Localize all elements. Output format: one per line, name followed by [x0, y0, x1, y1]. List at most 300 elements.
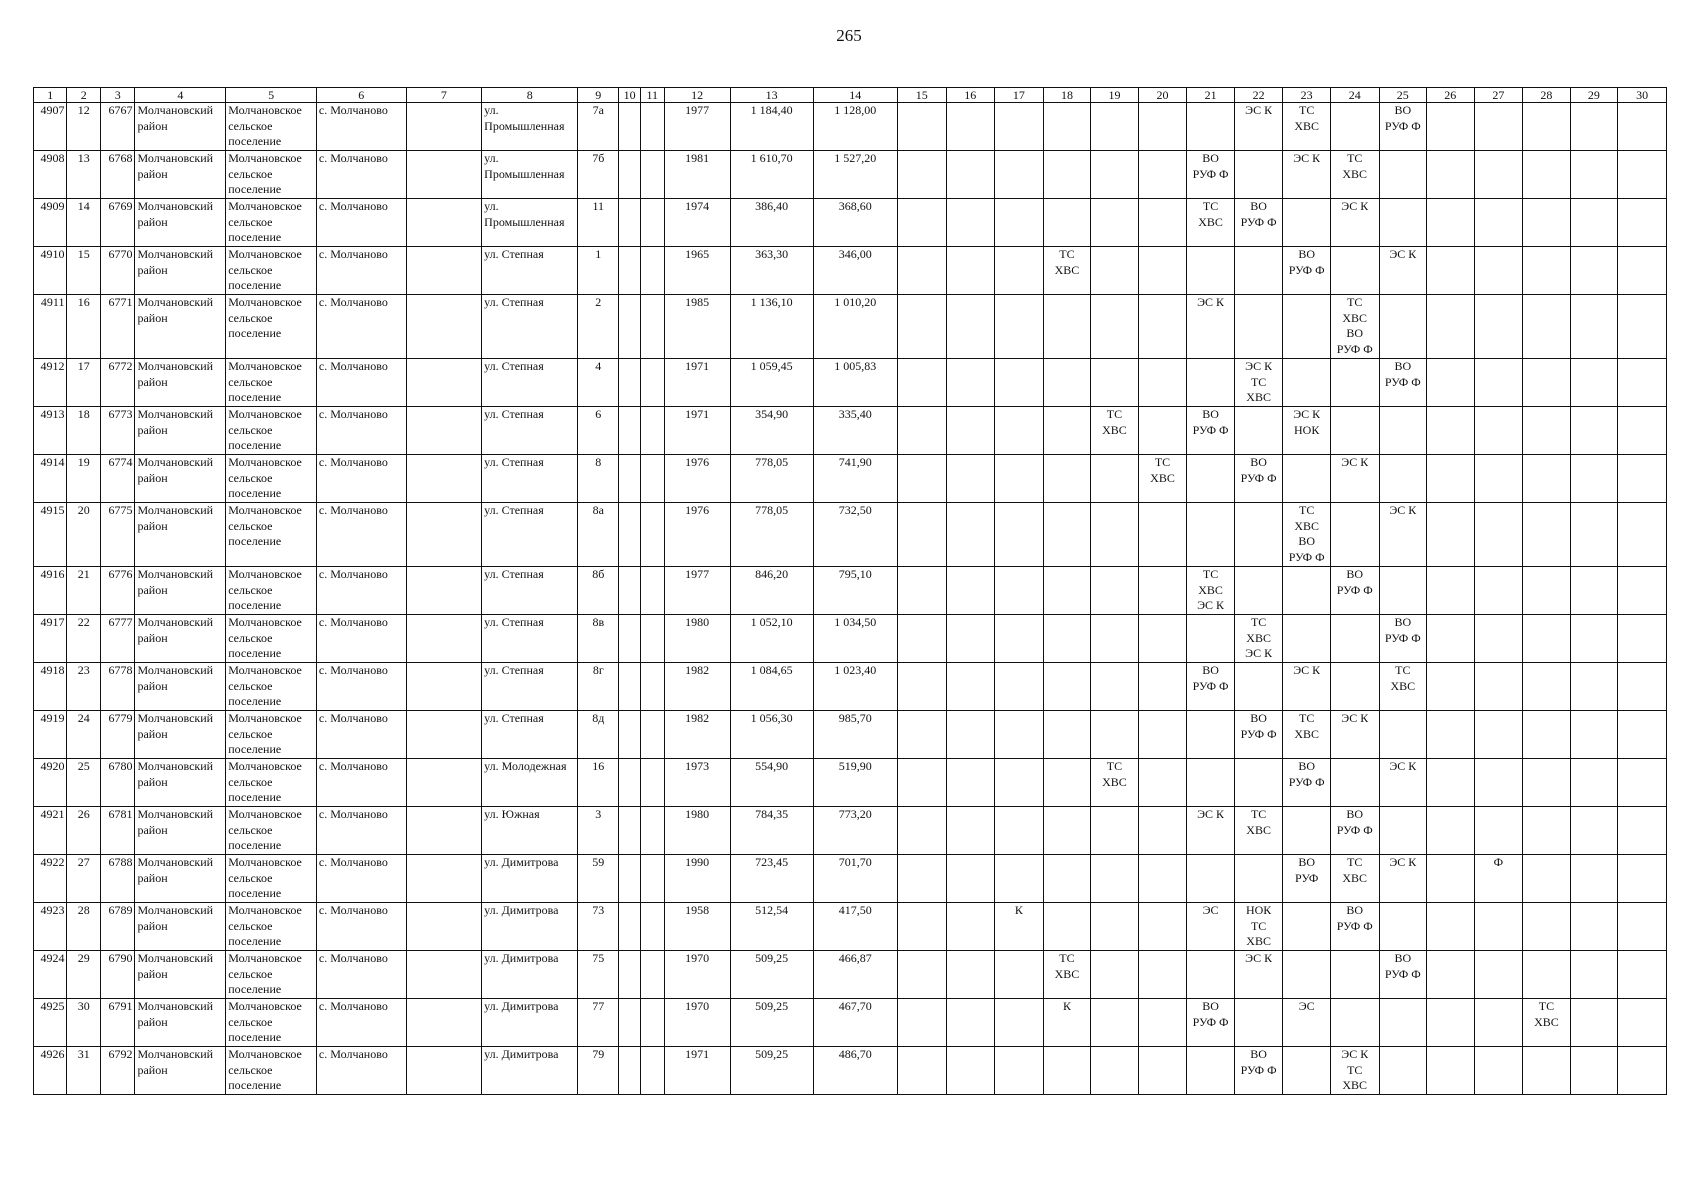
cell-col-13: 509,25	[730, 999, 813, 1047]
cell-code-col-30	[1618, 759, 1667, 807]
cell-code-col-22: ВО РУФ Ф	[1234, 711, 1283, 759]
cell-col-14: 795,10	[813, 567, 897, 615]
cell-code-col-29	[1570, 615, 1618, 663]
cell-code-col-16	[946, 567, 995, 615]
cell-code-col-16	[946, 247, 995, 295]
cell-col-5: Молчановское сельское поселение	[226, 951, 317, 999]
table-row	[34, 807, 1667, 855]
cell-code-col-19	[1091, 807, 1139, 855]
cell-code-col-26	[1427, 663, 1475, 711]
cell-col-6: с. Молчаново	[316, 455, 406, 503]
cell-col-8: ул. Димитрова	[482, 855, 578, 903]
cell-code-col-24	[1330, 359, 1379, 407]
cell-col-12: 1981	[664, 151, 730, 199]
cell-code-col-18	[1043, 295, 1091, 359]
cell-col-2: 12	[67, 103, 100, 151]
cell-code-col-15	[897, 807, 946, 855]
cell-code-col-22	[1234, 151, 1283, 199]
cell-code-col-23	[1283, 1047, 1331, 1095]
cell-code-col-28	[1523, 759, 1571, 807]
table-row	[34, 407, 1667, 455]
table-row	[34, 1047, 1667, 1095]
cell-col-8: ул. Степная	[482, 359, 578, 407]
cell-code-col-30	[1618, 1047, 1667, 1095]
cell-code-col-18	[1043, 103, 1091, 151]
cell-code-col-20	[1138, 199, 1187, 247]
cell-col-7	[406, 711, 482, 759]
cell-code-col-30	[1618, 711, 1667, 759]
cell-col-7	[406, 999, 482, 1047]
cell-code-col-22: ЭС К	[1234, 951, 1283, 999]
cell-code-col-20	[1138, 615, 1187, 663]
cell-col-6: с. Молчаново	[316, 807, 406, 855]
cell-col-12: 1980	[664, 615, 730, 663]
cell-code-col-27	[1474, 199, 1523, 247]
column-header: 24	[1330, 88, 1379, 103]
cell-col-11	[640, 247, 664, 295]
cell-col-7	[406, 903, 482, 951]
cell-col-5: Молчановское сельское поселение	[226, 295, 317, 359]
cell-code-col-21: ЭС	[1187, 903, 1235, 951]
cell-col-12: 1980	[664, 807, 730, 855]
cell-col-9: 7а	[578, 103, 619, 151]
cell-code-col-22: ВО РУФ Ф	[1234, 1047, 1283, 1095]
cell-col-1: 4909	[34, 199, 67, 247]
cell-col-10	[619, 807, 641, 855]
cell-code-col-17	[995, 247, 1044, 295]
column-header: 8	[482, 88, 578, 103]
cell-code-col-23: ЭС	[1283, 999, 1331, 1047]
cell-code-col-24	[1330, 615, 1379, 663]
table-row	[34, 295, 1667, 359]
cell-code-col-21	[1187, 247, 1235, 295]
cell-col-13: 1 052,10	[730, 615, 813, 663]
cell-col-13: 1 610,70	[730, 151, 813, 199]
cell-code-col-30	[1618, 503, 1667, 567]
cell-code-col-21	[1187, 103, 1235, 151]
cell-col-8: ул. Степная	[482, 407, 578, 455]
cell-col-6: с. Молчаново	[316, 407, 406, 455]
cell-code-col-25	[1379, 807, 1427, 855]
cell-code-col-19	[1091, 151, 1139, 199]
cell-code-col-19	[1091, 103, 1139, 151]
cell-col-1: 4912	[34, 359, 67, 407]
cell-col-8: ул. Промышленная	[482, 103, 578, 151]
cell-col-5: Молчановское сельское поселение	[226, 759, 317, 807]
cell-code-col-18: ТС ХВС	[1043, 247, 1091, 295]
cell-col-4: Молчановский район	[135, 615, 226, 663]
cell-col-9: 73	[578, 903, 619, 951]
cell-col-4: Молчановский район	[135, 951, 226, 999]
cell-code-col-15	[897, 855, 946, 903]
cell-code-col-30	[1618, 407, 1667, 455]
cell-code-col-15	[897, 151, 946, 199]
cell-col-9: 79	[578, 1047, 619, 1095]
cell-col-4: Молчановский район	[135, 1047, 226, 1095]
cell-col-6: с. Молчаново	[316, 615, 406, 663]
cell-code-col-27	[1474, 247, 1523, 295]
cell-col-13: 509,25	[730, 1047, 813, 1095]
cell-col-6: с. Молчаново	[316, 295, 406, 359]
cell-col-7	[406, 951, 482, 999]
cell-col-9: 16	[578, 759, 619, 807]
cell-col-7	[406, 407, 482, 455]
cell-col-10	[619, 999, 641, 1047]
cell-code-col-25: ВО РУФ Ф	[1379, 615, 1427, 663]
cell-code-col-16	[946, 151, 995, 199]
cell-code-col-15	[897, 951, 946, 999]
cell-col-4: Молчановский район	[135, 663, 226, 711]
cell-code-col-28	[1523, 951, 1571, 999]
cell-col-2: 31	[67, 1047, 100, 1095]
cell-code-col-22	[1234, 407, 1283, 455]
cell-code-col-24: ТС ХВС ВО РУФ Ф	[1330, 295, 1379, 359]
cell-col-14: 732,50	[813, 503, 897, 567]
cell-col-10	[619, 855, 641, 903]
cell-code-col-21: ВО РУФ Ф	[1187, 663, 1235, 711]
cell-code-col-16	[946, 663, 995, 711]
cell-code-col-20	[1138, 295, 1187, 359]
cell-col-1: 4919	[34, 711, 67, 759]
cell-code-col-19	[1091, 359, 1139, 407]
cell-col-8: ул. Степная	[482, 295, 578, 359]
cell-code-col-25: ВО РУФ Ф	[1379, 359, 1427, 407]
cell-code-col-16	[946, 503, 995, 567]
cell-code-col-28	[1523, 151, 1571, 199]
cell-col-3: 6769	[100, 199, 135, 247]
cell-col-13: 784,35	[730, 807, 813, 855]
table-row	[34, 951, 1667, 999]
cell-code-col-20: ТС ХВС	[1138, 455, 1187, 503]
cell-code-col-23	[1283, 567, 1331, 615]
column-header: 27	[1474, 88, 1523, 103]
cell-code-col-20	[1138, 951, 1187, 999]
cell-code-col-15	[897, 407, 946, 455]
cell-col-1: 4913	[34, 407, 67, 455]
cell-code-col-18	[1043, 855, 1091, 903]
cell-code-col-22: НОК ТС ХВС	[1234, 903, 1283, 951]
cell-col-1: 4907	[34, 103, 67, 151]
cell-col-11	[640, 455, 664, 503]
cell-col-13: 512,54	[730, 903, 813, 951]
cell-col-14: 741,90	[813, 455, 897, 503]
cell-code-col-15	[897, 615, 946, 663]
cell-code-col-20	[1138, 903, 1187, 951]
cell-code-col-29	[1570, 567, 1618, 615]
cell-col-2: 19	[67, 455, 100, 503]
cell-code-col-28	[1523, 407, 1571, 455]
cell-code-col-21: ВО РУФ Ф	[1187, 999, 1235, 1047]
cell-col-8: ул. Степная	[482, 503, 578, 567]
cell-code-col-28	[1523, 103, 1571, 151]
cell-col-3: 6788	[100, 855, 135, 903]
table-row	[34, 999, 1667, 1047]
table-row	[34, 903, 1667, 951]
table-row	[34, 567, 1667, 615]
cell-code-col-25	[1379, 407, 1427, 455]
cell-col-3: 6781	[100, 807, 135, 855]
cell-code-col-28	[1523, 711, 1571, 759]
cell-col-4: Молчановский район	[135, 407, 226, 455]
cell-col-5: Молчановское сельское поселение	[226, 663, 317, 711]
cell-col-3: 6789	[100, 903, 135, 951]
cell-col-11	[640, 855, 664, 903]
cell-col-1: 4917	[34, 615, 67, 663]
cell-code-col-27	[1474, 759, 1523, 807]
cell-code-col-28: ТС ХВС	[1523, 999, 1571, 1047]
cell-col-5: Молчановское сельское поселение	[226, 903, 317, 951]
cell-code-col-15	[897, 247, 946, 295]
cell-col-8: ул. Степная	[482, 567, 578, 615]
cell-col-12: 1971	[664, 359, 730, 407]
cell-code-col-29	[1570, 855, 1618, 903]
cell-col-9: 2	[578, 295, 619, 359]
cell-col-6: с. Молчаново	[316, 711, 406, 759]
cell-code-col-17	[995, 151, 1044, 199]
cell-code-col-15	[897, 759, 946, 807]
cell-col-12: 1971	[664, 407, 730, 455]
cell-col-14: 519,90	[813, 759, 897, 807]
cell-code-col-22	[1234, 759, 1283, 807]
cell-code-col-15	[897, 903, 946, 951]
cell-code-col-28	[1523, 247, 1571, 295]
cell-code-col-29	[1570, 103, 1618, 151]
cell-code-col-16	[946, 359, 995, 407]
cell-code-col-18	[1043, 759, 1091, 807]
cell-code-col-24	[1330, 759, 1379, 807]
cell-code-col-15	[897, 103, 946, 151]
cell-code-col-28	[1523, 807, 1571, 855]
cell-code-col-17	[995, 711, 1044, 759]
column-header: 17	[995, 88, 1044, 103]
cell-code-col-26	[1427, 903, 1475, 951]
cell-code-col-24: ВО РУФ Ф	[1330, 567, 1379, 615]
cell-col-8: ул. Степная	[482, 615, 578, 663]
cell-code-col-30	[1618, 855, 1667, 903]
cell-code-col-22	[1234, 999, 1283, 1047]
cell-col-11	[640, 199, 664, 247]
cell-code-col-27	[1474, 711, 1523, 759]
cell-code-col-17	[995, 199, 1044, 247]
cell-code-col-20	[1138, 1047, 1187, 1095]
cell-col-7	[406, 199, 482, 247]
cell-col-3: 6772	[100, 359, 135, 407]
cell-col-12: 1970	[664, 951, 730, 999]
cell-code-col-24: ЭС К ТС ХВС	[1330, 1047, 1379, 1095]
cell-col-8: ул. Димитрова	[482, 903, 578, 951]
cell-code-col-24	[1330, 247, 1379, 295]
cell-code-col-16	[946, 615, 995, 663]
cell-col-13: 1 136,10	[730, 295, 813, 359]
cell-code-col-24	[1330, 503, 1379, 567]
cell-col-4: Молчановский район	[135, 247, 226, 295]
table-row	[34, 247, 1667, 295]
cell-col-5: Молчановское сельское поселение	[226, 455, 317, 503]
table-row	[34, 503, 1667, 567]
cell-col-10	[619, 951, 641, 999]
cell-code-col-30	[1618, 615, 1667, 663]
cell-code-col-19	[1091, 903, 1139, 951]
column-header: 15	[897, 88, 946, 103]
column-header: 30	[1618, 88, 1667, 103]
cell-code-col-21	[1187, 455, 1235, 503]
column-header: 9	[578, 88, 619, 103]
cell-code-col-30	[1618, 663, 1667, 711]
cell-col-9: 8д	[578, 711, 619, 759]
cell-col-10	[619, 455, 641, 503]
cell-col-12: 1958	[664, 903, 730, 951]
column-header: 18	[1043, 88, 1091, 103]
cell-code-col-27	[1474, 151, 1523, 199]
cell-code-col-30	[1618, 567, 1667, 615]
cell-code-col-19	[1091, 663, 1139, 711]
cell-code-col-26	[1427, 759, 1475, 807]
cell-code-col-28	[1523, 615, 1571, 663]
cell-code-col-18	[1043, 567, 1091, 615]
table-row	[34, 455, 1667, 503]
cell-code-col-19	[1091, 567, 1139, 615]
cell-code-col-27	[1474, 903, 1523, 951]
cell-code-col-18	[1043, 151, 1091, 199]
column-header: 14	[813, 88, 897, 103]
cell-col-11	[640, 663, 664, 711]
cell-code-col-22: ТС ХВС	[1234, 807, 1283, 855]
cell-col-3: 6777	[100, 615, 135, 663]
cell-code-col-16	[946, 759, 995, 807]
cell-code-col-27	[1474, 295, 1523, 359]
cell-col-6: с. Молчаново	[316, 247, 406, 295]
cell-code-col-25	[1379, 567, 1427, 615]
cell-code-col-20	[1138, 999, 1187, 1047]
cell-col-3: 6770	[100, 247, 135, 295]
cell-code-col-22: ВО РУФ Ф	[1234, 199, 1283, 247]
cell-col-2: 27	[67, 855, 100, 903]
cell-code-col-20	[1138, 567, 1187, 615]
cell-code-col-23: ТС ХВС ВО РУФ Ф	[1283, 503, 1331, 567]
cell-code-col-18	[1043, 663, 1091, 711]
cell-col-3: 6792	[100, 1047, 135, 1095]
cell-code-col-20	[1138, 247, 1187, 295]
cell-code-col-27	[1474, 999, 1523, 1047]
cell-col-5: Молчановское сельское поселение	[226, 855, 317, 903]
cell-code-col-20	[1138, 855, 1187, 903]
cell-code-col-19	[1091, 503, 1139, 567]
cell-col-7	[406, 615, 482, 663]
cell-col-2: 13	[67, 151, 100, 199]
cell-code-col-16	[946, 103, 995, 151]
cell-code-col-15	[897, 711, 946, 759]
cell-code-col-24: ЭС К	[1330, 711, 1379, 759]
cell-code-col-16	[946, 711, 995, 759]
column-header: 7	[406, 88, 482, 103]
cell-col-3: 6790	[100, 951, 135, 999]
cell-code-col-22: ТС ХВС ЭС К	[1234, 615, 1283, 663]
cell-col-5: Молчановское сельское поселение	[226, 999, 317, 1047]
cell-code-col-26	[1427, 615, 1475, 663]
cell-col-14: 701,70	[813, 855, 897, 903]
cell-col-11	[640, 407, 664, 455]
table-row	[34, 151, 1667, 199]
cell-code-col-16	[946, 407, 995, 455]
cell-code-col-25	[1379, 199, 1427, 247]
cell-code-col-29	[1570, 663, 1618, 711]
cell-col-6: с. Молчаново	[316, 663, 406, 711]
cell-col-5: Молчановское сельское поселение	[226, 1047, 317, 1095]
cell-col-12: 1977	[664, 103, 730, 151]
cell-code-col-21	[1187, 711, 1235, 759]
cell-code-col-23	[1283, 903, 1331, 951]
cell-code-col-22: ЭС К	[1234, 103, 1283, 151]
cell-col-9: 77	[578, 999, 619, 1047]
cell-col-14: 773,20	[813, 807, 897, 855]
cell-code-col-18	[1043, 503, 1091, 567]
cell-col-5: Молчановское сельское поселение	[226, 103, 317, 151]
cell-col-5: Молчановское сельское поселение	[226, 199, 317, 247]
cell-col-14: 346,00	[813, 247, 897, 295]
cell-code-col-30	[1618, 151, 1667, 199]
cell-col-7	[406, 663, 482, 711]
page-number: 265	[836, 26, 862, 45]
cell-col-3: 6774	[100, 455, 135, 503]
cell-col-9: 3	[578, 807, 619, 855]
cell-code-col-30	[1618, 103, 1667, 151]
cell-col-4: Молчановский район	[135, 455, 226, 503]
cell-col-6: с. Молчаново	[316, 359, 406, 407]
cell-col-14: 985,70	[813, 711, 897, 759]
cell-col-10	[619, 503, 641, 567]
cell-col-2: 16	[67, 295, 100, 359]
column-header: 6	[316, 88, 406, 103]
cell-code-col-21: ВО РУФ Ф	[1187, 407, 1235, 455]
cell-col-8: ул. Промышленная	[482, 199, 578, 247]
cell-code-col-25	[1379, 903, 1427, 951]
cell-col-3: 6779	[100, 711, 135, 759]
cell-code-col-15	[897, 503, 946, 567]
cell-code-col-23: ВО РУФ Ф	[1283, 759, 1331, 807]
cell-col-13: 1 056,30	[730, 711, 813, 759]
cell-col-8: ул. Степная	[482, 663, 578, 711]
cell-code-col-20	[1138, 151, 1187, 199]
cell-col-1: 4911	[34, 295, 67, 359]
cell-col-2: 25	[67, 759, 100, 807]
cell-col-9: 1	[578, 247, 619, 295]
cell-code-col-23	[1283, 807, 1331, 855]
cell-code-col-25: ЭС К	[1379, 855, 1427, 903]
cell-col-9: 7б	[578, 151, 619, 199]
cell-code-col-28	[1523, 1047, 1571, 1095]
cell-col-11	[640, 103, 664, 151]
cell-code-col-26	[1427, 951, 1475, 999]
cell-code-col-26	[1427, 103, 1475, 151]
cell-code-col-15	[897, 567, 946, 615]
cell-code-col-27	[1474, 103, 1523, 151]
column-header: 3	[100, 88, 135, 103]
cell-code-col-21: ЭС К	[1187, 807, 1235, 855]
cell-col-13: 554,90	[730, 759, 813, 807]
table-row	[34, 359, 1667, 407]
cell-code-col-19	[1091, 247, 1139, 295]
cell-code-col-22: ВО РУФ Ф	[1234, 455, 1283, 503]
cell-col-12: 1985	[664, 295, 730, 359]
cell-col-5: Молчановское сельское поселение	[226, 503, 317, 567]
cell-code-col-24	[1330, 951, 1379, 999]
cell-col-13: 386,40	[730, 199, 813, 247]
cell-code-col-17	[995, 503, 1044, 567]
column-header: 2	[67, 88, 100, 103]
cell-col-14: 467,70	[813, 999, 897, 1047]
table-row	[34, 711, 1667, 759]
cell-code-col-16	[946, 295, 995, 359]
